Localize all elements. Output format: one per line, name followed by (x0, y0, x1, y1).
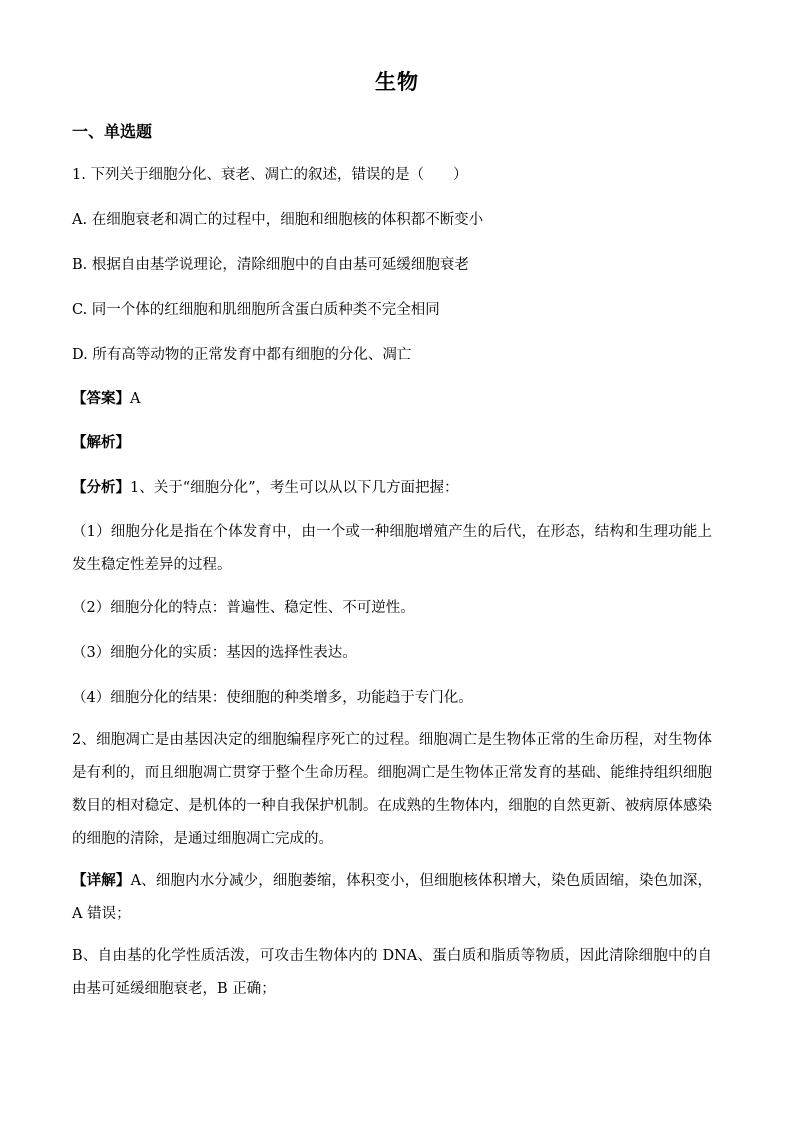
answer-value: A (130, 391, 141, 407)
answer-line (72, 384, 140, 414)
fenxi-tag: 【分析】 (72, 479, 130, 496)
detail-paragraph-b: B、自由基的化学性质活泼，可攻击生物体内的 DNA、蛋白质和脂质等物质，因此清除细胞中的自由基可延缓细胞衰老，B 正确； (72, 948, 712, 997)
option-b: B. 根据自由基学说理论，清除细胞中的自由基可延缓细胞衰老 (72, 257, 469, 273)
section-heading: 一、单选题 (72, 122, 153, 141)
analysis-paragraph-2: （2）细胞分化的特点：普遍性、稳定性、不可逆性。 (72, 600, 415, 616)
answer-tag: 【答案】 (72, 390, 130, 407)
analysis-intro (72, 473, 459, 503)
xiangjie-tag: 【详解】 (72, 872, 131, 889)
analysis-tag: 【解析】 (72, 434, 130, 451)
option-c: C. 同一个体的红细胞和肌细胞所含蛋白质种类不完全相同 (72, 302, 440, 318)
fenxi-text: 1、关于“细胞分化”，考生可以从以下几方面把握： (130, 480, 459, 496)
analysis-paragraph-4: （4）细胞分化的结果：使细胞的种类增多，功能趋于专门化。 (72, 690, 473, 706)
option-a: A. 在细胞衰老和凋亡的过程中，细胞和细胞核的体积都不断变小 (72, 212, 484, 228)
analysis-paragraph-5: 2、细胞凋亡是由基因决定的细胞编程序死亡的过程。细胞凋亡是生物体正常的生命历程，对生物体是有利的，而且细胞凋亡贯穿于整个生命历程。细胞凋亡是生物体正常发育的基础、能维持组织细胞数目的相对稳定、是机体的一种自我保护机制。在成熟的生物体内，细胞的自然更新、被病原体感染的细胞的清除，是通过细胞凋亡完成的。 (72, 732, 712, 847)
detail-paragraph-a (72, 864, 712, 931)
analysis-paragraph-1: （1）细胞分化是指在个体发育中，由一个或一种细胞增殖产生的后代，在形态，结构和生理功能上发生稳定性差异的过程。 (72, 524, 712, 573)
question-stem: 1. 下列关于细胞分化、衰老、凋亡的叙述，错误的是（ ） (72, 167, 468, 183)
xiangjie-text: A、细胞内水分减少，细胞萎缩，体积变小，但细胞核体积增大，染色质固缩，染色加深，A 错误； (72, 873, 713, 922)
analysis-paragraph-3: （3）细胞分化的实质：基因的选择性表达。 (72, 645, 357, 661)
option-d: D. 所有高等动物的正常发育中都有细胞的分化、凋亡 (72, 347, 412, 363)
page-title: 生物 (375, 70, 419, 94)
analysis-heading (72, 428, 130, 458)
